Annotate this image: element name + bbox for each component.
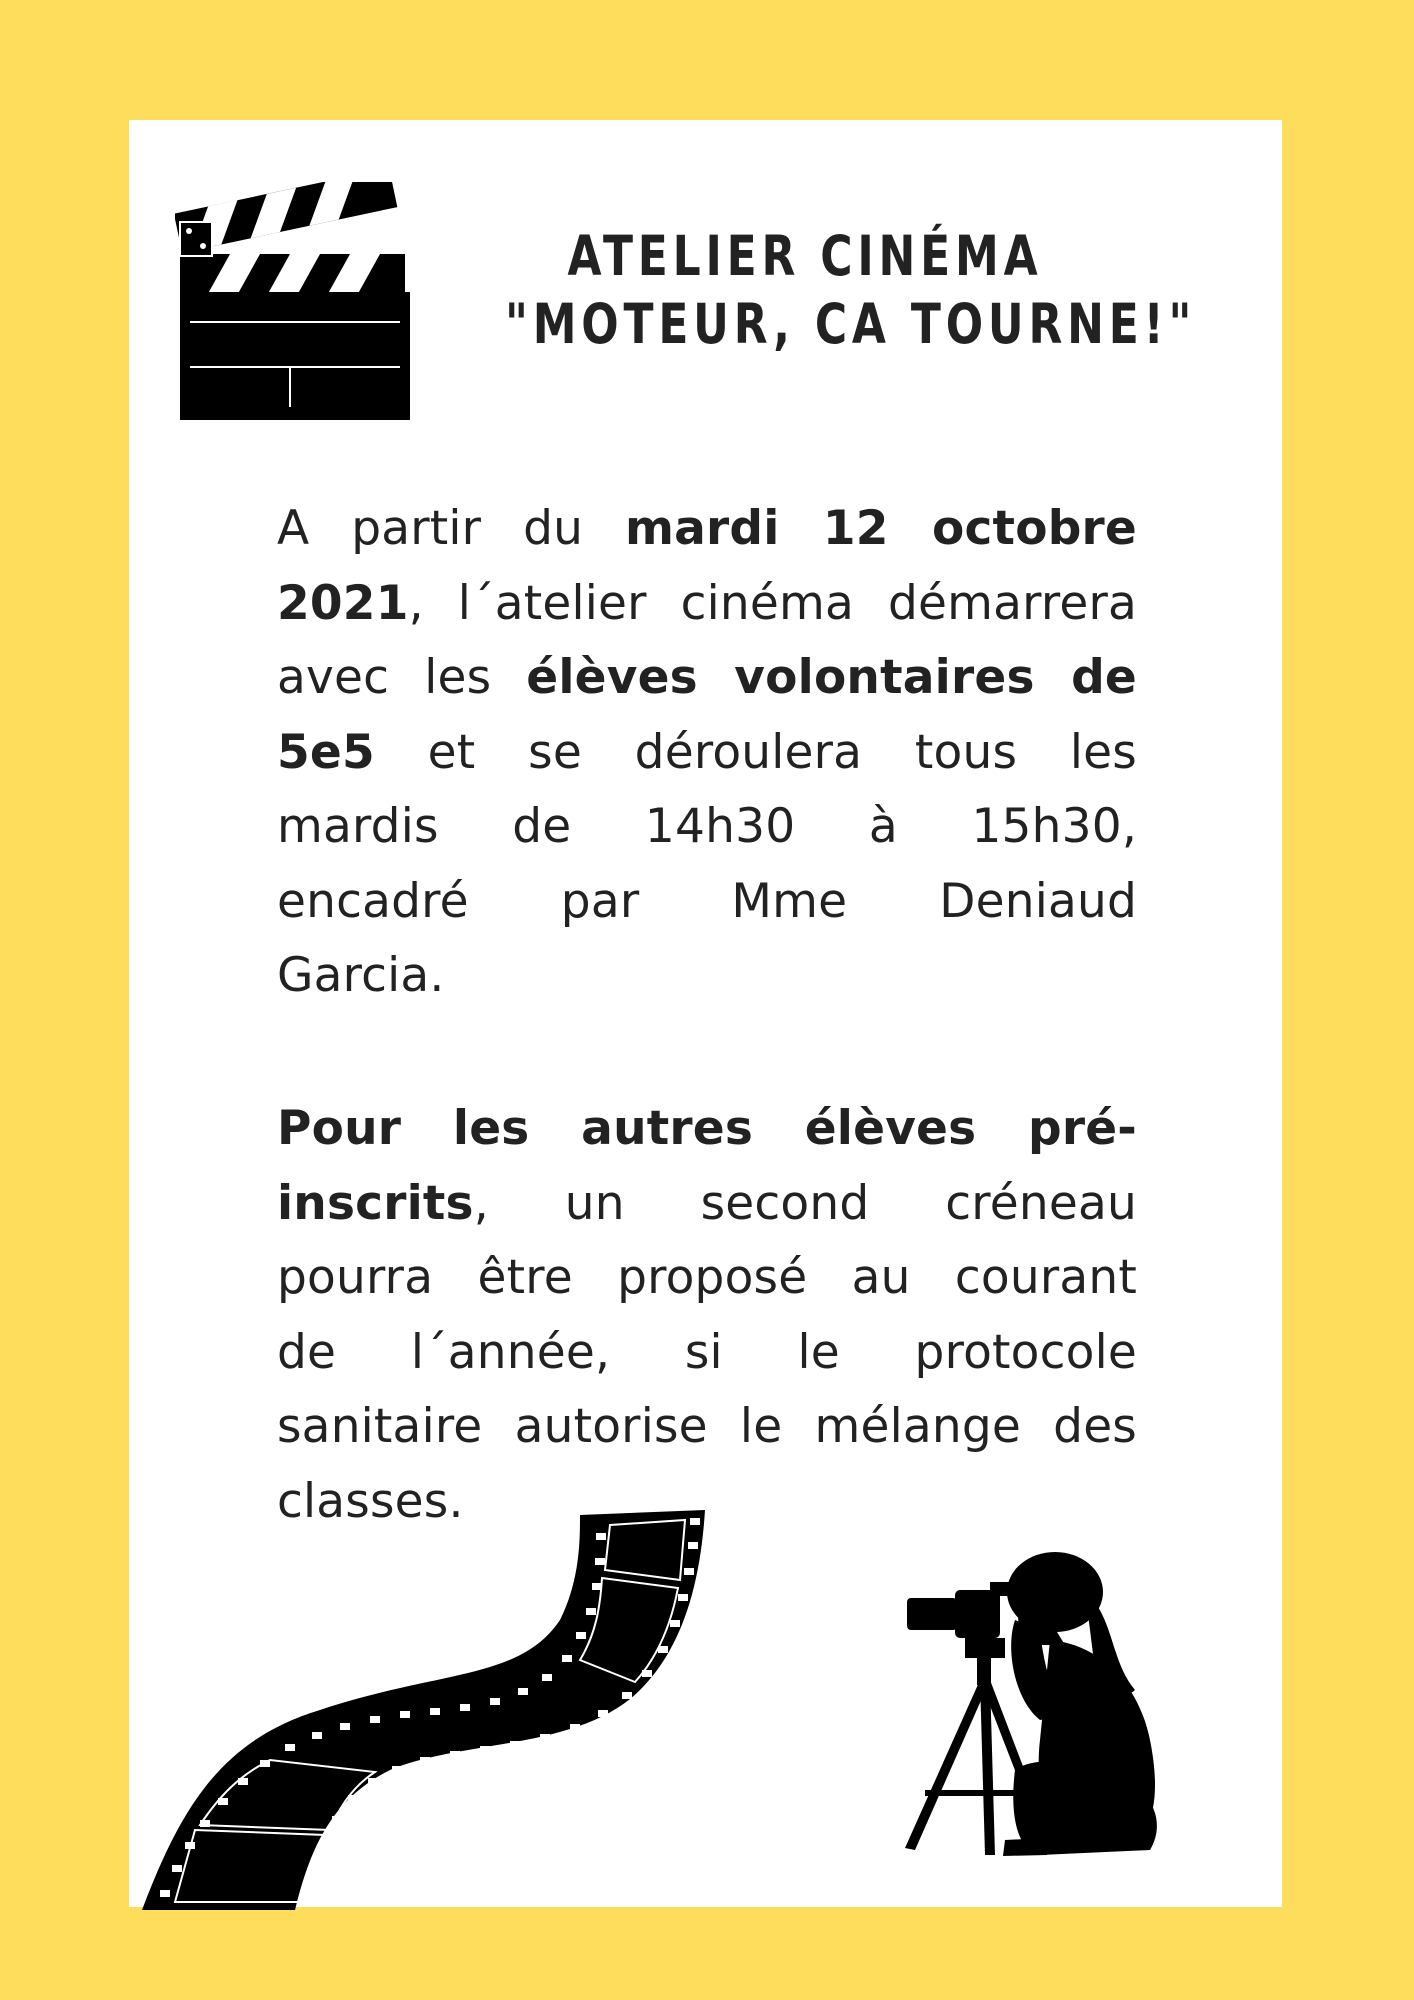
clapperboard-icon [175, 182, 410, 420]
text-segment: A partir du [277, 501, 625, 556]
text-line: encadré par Mme Deniaud [277, 873, 1137, 929]
text-line: Garcia. [277, 948, 445, 1003]
text-bold-enrolled: inscrits [277, 1175, 474, 1231]
text-segment: et se déroulera tous les [374, 724, 1137, 780]
text-bold-other-students: Pour les autres élèves pré- [277, 1101, 1137, 1156]
text-segment: , l´atelier cinéma démarrera [408, 575, 1137, 631]
photographer-silhouette-icon [865, 1550, 1185, 1865]
title-line-1: ATELIER CINÉMA [567, 224, 1043, 288]
text-line: mardis de 14h30 à 15h30, [277, 799, 1137, 854]
text-segment: , un second créneau [473, 1175, 1137, 1231]
text-segment: avec les [277, 650, 527, 705]
poster-title [505, 222, 1197, 358]
text-line: pourra être proposé au courant [277, 1250, 1137, 1305]
film-strip-icon [140, 1510, 715, 1915]
title-line-2: "MOTEUR, CA TOURNE!" [505, 292, 1197, 356]
text-line: de l´année, si le protocole [277, 1324, 1137, 1380]
paragraph-schedule [277, 492, 1137, 1014]
text-bold-students: élèves volontaires de [526, 650, 1137, 705]
text-bold-year: 2021 [277, 575, 409, 631]
text-line: sanitaire autorise le mélange des [277, 1399, 1137, 1454]
text-bold-class: 5e5 [277, 724, 375, 780]
text-line: classes. [277, 1473, 464, 1529]
text-bold-date: mardi 12 octobre [624, 501, 1137, 556]
paragraph-other-students [277, 1092, 1137, 1539]
